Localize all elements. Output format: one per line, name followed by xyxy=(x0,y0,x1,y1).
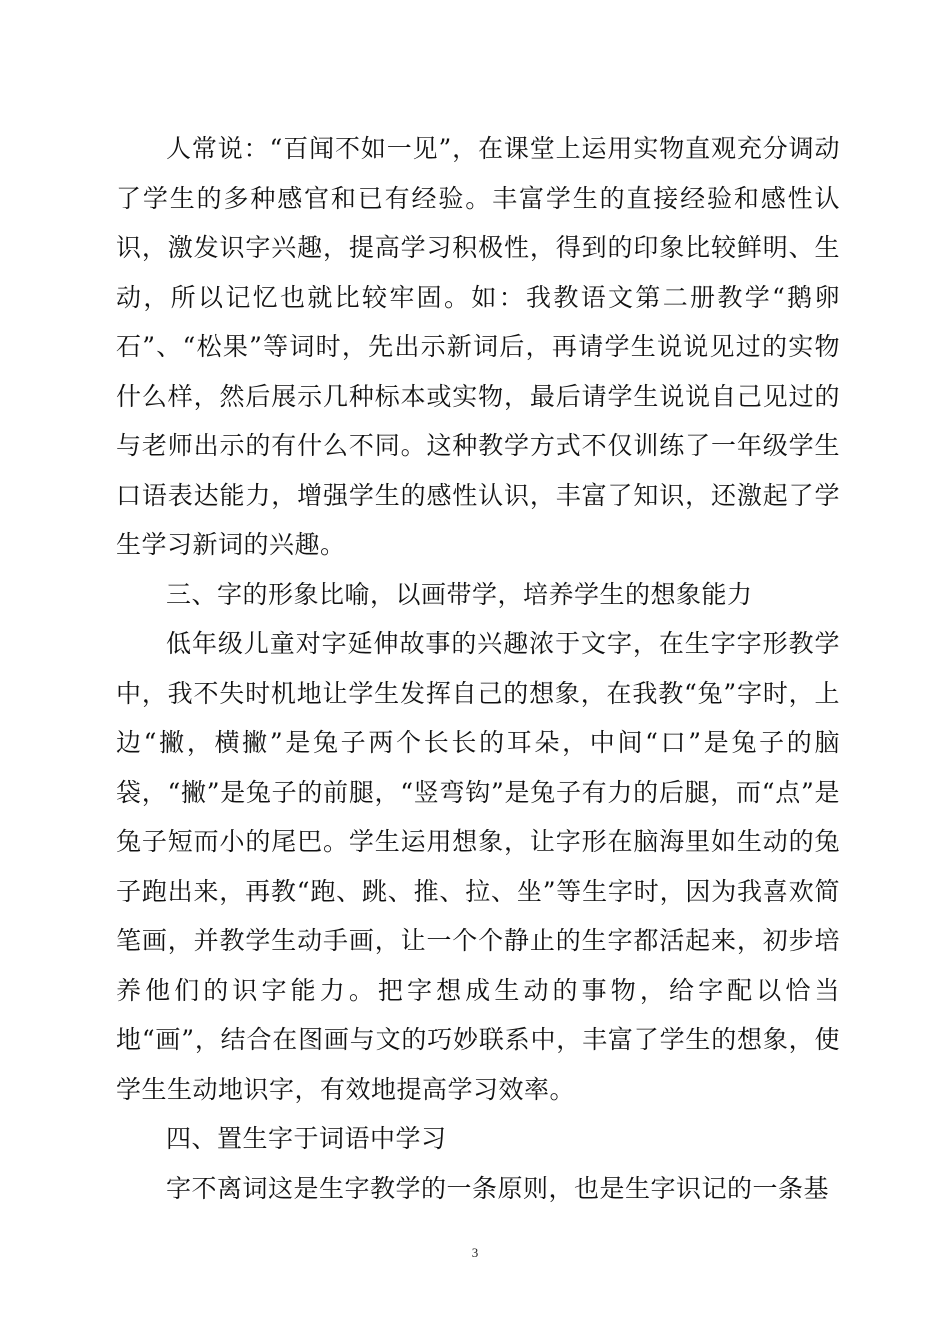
page-number: 3 xyxy=(471,1245,479,1260)
paragraph-imagination: 低年级儿童对字延伸故事的兴趣浓于文字，在生字字形教学中，我不失时机地让学生发挥自己的想象，在我教“兔”字时，上边“撇，横撇”是兔子两个长长的耳朵，中间“口”是兔子的脑袋，“撇”是兔子的前腿，“竖弯钩”是兔子有力的后腿，而“点”是兔子短而小的尾巴。学生运用想象，让字形在脑海里如生动的兔子跑出来，再教“跑、跳、推、拉、坐”等生字时，因为我喜欢简笔画，并教学生动手画，让一个个静止的生字都活起来，初步培养他们的识字能力。把字想成生动的事物，给字配以恰当地“画”，结合在图画与文的巧妙联系中，丰富了学生的想象，使学生生动地识字，有效地提高学习效率。 xyxy=(116,629,840,1104)
paragraph-real-objects: 人常说：“百闻不如一见”，在课堂上运用实物直观充分调动了学生的多种感官和已有经验。丰富学生的直接经验和感性认识，激发识字兴趣，提高学习积极性，得到的印象比较鲜明、生动，所以记忆也就比较牢固。如：我教语文第二册教学“鹅卵石”、“松果”等词时，先出示新词后，再请学生说说见过的实物什么样，然后展示几种标本或实物，最后请学生说说自己见过的与老师出示的有什么不同。这种教学方式不仅训练了一年级学生口语表达能力，增强学生的感性认识，丰富了知识，还激起了学生学习新词的兴趣。 xyxy=(116,134,840,559)
document-body xyxy=(116,124,840,1213)
paragraph-words: 字不离词这是生字教学的一条原则，也是生字识记的一条基 xyxy=(166,1173,830,1203)
section-heading-3: 三、字的形象比喻，以画带学，培养学生的想象能力 xyxy=(166,579,753,609)
section-heading-4: 四、置生字于词语中学习 xyxy=(166,1124,447,1153)
